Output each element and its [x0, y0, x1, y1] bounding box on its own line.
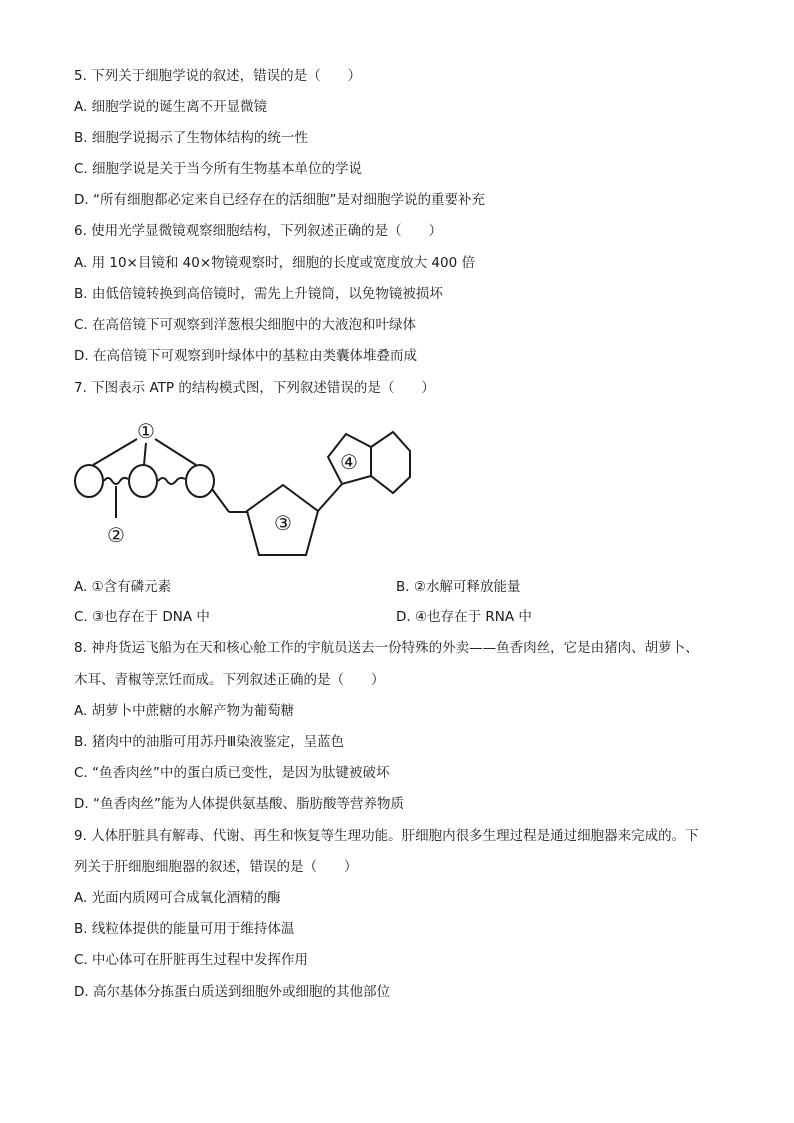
atp-structure-diagram — [66, 414, 426, 564]
phosphate-ribose-bond — [212, 489, 229, 512]
q8-option-a: A. 胡萝卜中蔗糖的水解产物为葡萄糖 — [74, 703, 295, 719]
q8-option-d: D. “鱼香肉丝”能为人体提供氨基酸、脂肪酸等营养物质 — [74, 796, 404, 812]
q7-option-b: B. ②水解可释放能量 — [396, 579, 521, 595]
label-3: ③ — [274, 511, 292, 535]
q9-stem-line2: 列关于肝细胞细胞器的叙述，错误的是（ ） — [74, 859, 358, 875]
q7-stem: 7. 下图表示 ATP 的结构模式图，下列叙述错误的是（ ） — [74, 380, 435, 396]
q9-stem-line1: 9. 人体肝脏具有解毒、代谢、再生和恢复等生理功能。肝细胞内很多生理过程是通过细胞器来完成的。下 — [74, 828, 699, 844]
ribose-base-bond — [318, 484, 342, 511]
q7-option-a: A. ①含有磷元素 — [74, 579, 172, 595]
q5-option-c: C. 细胞学说是关于当今所有生物基本单位的学说 — [74, 161, 363, 177]
q5-stem: 5. 下列关于细胞学说的叙述，错误的是（ ） — [74, 68, 362, 84]
label-1-connector-right — [155, 439, 196, 465]
q6-option-b: B. 由低倍镜转换到高倍镜时，需先上升镜筒，以免物镜被损坏 — [74, 286, 443, 302]
q6-stem: 6. 使用光学显微镜观察细胞结构，下列叙述正确的是（ ） — [74, 223, 443, 239]
q8-option-c: C. “鱼香肉丝”中的蛋白质已变性，是因为肽键被破坏 — [74, 765, 390, 781]
q7-option-c: C. ③也存在于 DNA 中 — [74, 609, 210, 625]
q9-option-d: D. 高尔基体分拣蛋白质送到细胞外或细胞的其他部位 — [74, 984, 390, 1000]
q6-option-a: A. 用 10×目镜和 40×物镜观察时，细胞的长度或宽度放大 400 倍 — [74, 255, 475, 271]
label-4: ④ — [340, 450, 358, 474]
high-energy-bond-2 — [158, 478, 185, 484]
label-1-connector-left — [93, 439, 137, 465]
q5-option-a: A. 细胞学说的诞生离不开显微镜 — [74, 99, 268, 115]
q8-stem-line2: 木耳、青椒等烹饪而成。下列叙述正确的是（ ） — [74, 672, 385, 688]
q9-option-b: B. 线粒体提供的能量可用于维持体温 — [74, 921, 295, 937]
q5-option-d: D. “所有细胞都必定来自已经存在的活细胞”是对细胞学说的重要补充 — [74, 192, 485, 208]
q7-option-d: D. ④也存在于 RNA 中 — [396, 609, 532, 625]
label-1: ① — [137, 419, 155, 443]
q9-option-a: A. 光面内质网可合成氧化酒精的酶 — [74, 890, 281, 906]
q5-option-b: B. 细胞学说揭示了生物体结构的统一性 — [74, 130, 308, 146]
q6-option-c: C. 在高倍镜下可观察到洋葱根尖细胞中的大液泡和叶绿体 — [74, 317, 417, 333]
phosphate-circle-1 — [75, 465, 103, 497]
q8-option-b: B. 猪肉中的油脂可用苏丹Ⅲ染液鉴定，呈蓝色 — [74, 734, 345, 750]
adenine-hexagon — [371, 432, 410, 493]
phosphate-circle-3 — [186, 465, 214, 497]
label-2: ② — [107, 523, 125, 547]
label-1-connector-mid — [144, 443, 146, 465]
phosphate-circle-2 — [129, 465, 157, 497]
q8-stem-line1: 8. 神舟货运飞船为在天和核心舱工作的宇航员送去一份特殊的外卖——鱼香肉丝，它是由猪肉、胡萝卜、 — [74, 640, 699, 656]
high-energy-bond-1 — [104, 478, 128, 484]
q9-option-c: C. 中心体可在肝脏再生过程中发挥作用 — [74, 952, 309, 968]
q6-option-d: D. 在高倍镜下可观察到叶绿体中的基粒由类囊体堆叠而成 — [74, 348, 417, 364]
